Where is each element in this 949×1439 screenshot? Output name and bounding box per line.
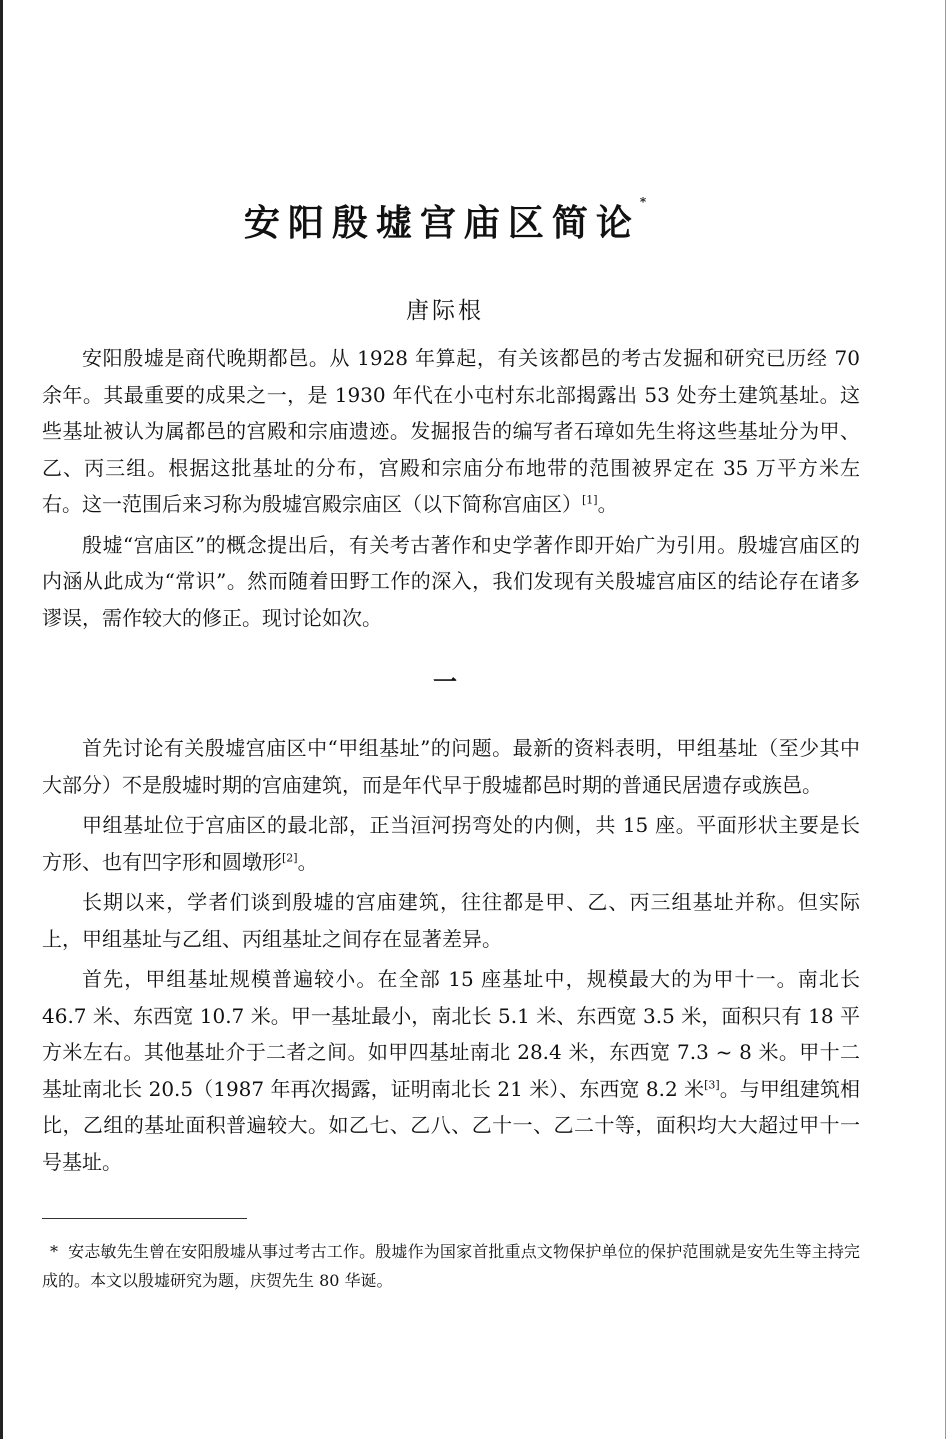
footnote-divider (42, 1218, 247, 1219)
paragraph-text: 首先讨论有关殷墟宫庙区中“甲组基址”的问题。最新的资料表明，甲组基址（至少其中大部分）不是殷墟时期的宫庙建筑，而是年代早于殷墟都邑时期的普通民居遗存或族邑。 (42, 736, 860, 797)
paragraph (42, 340, 860, 523)
section-number: 一 (433, 667, 457, 696)
footnote-mark: * (50, 1242, 58, 1261)
intro-section (42, 340, 860, 640)
section-1 (42, 730, 860, 1184)
footnote-text: 安志敏先生曾在安阳殷墟从事过考古工作。殷墟作为国家首批重点文物保护单位的保护范围就是安先生等主持完成的。本文以殷墟研究为题，庆贺先生 80 华诞。 (42, 1242, 860, 1290)
paragraph-text: 甲组基址位于宫庙区的最北部，正当洹河拐弯处的内侧，共 15 座。平面形状主要是长方形、也有凹字形和圆墩形 (42, 813, 860, 874)
paragraph-text-end: 。 (297, 849, 318, 874)
paragraph-text-end: 。 (597, 492, 618, 516)
title-text: 安阳殷墟宫庙区简论 (243, 202, 640, 244)
paragraph (42, 807, 860, 880)
paragraph (42, 961, 860, 1180)
paragraph-text: 殷墟“宫庙区”的概念提出后，有关考古著作和史学著作即开始广为引用。殷墟宫庙区的内涵从此成为“常识”。然而随着田野工作的深入，我们发现有关殷墟宫庙区的结论存在诸多谬误，需作较大的修正。现讨论如次。 (42, 532, 860, 630)
paragraph (42, 730, 860, 803)
paragraph (42, 527, 860, 637)
paragraph-text: 首先，甲组基址规模普遍较小。在全部 15 座基址中，规模最大的为甲十一。南北长 46.7 米、东西宽 10.7 米。甲一基址最小，南北长 5.1 米、东西宽 3.5 米，面积只有 18 平方米左右。其他基址介于二者之间。如甲四基址南北 28.4 米，东西宽 7.3 ~ 8 米。甲十二基址南北长 20.5（1987 年再次揭露，证明南北长 21 米）、东西宽 8.2 米 (42, 967, 860, 1101)
paragraph (42, 884, 860, 957)
article-title (0, 195, 890, 246)
citation-ref: [1] (582, 493, 598, 507)
page-right-edge (945, 0, 946, 1439)
citation-ref: [3] (704, 1077, 720, 1091)
citation-ref: [2] (282, 850, 298, 864)
paragraph-text: 长期以来，学者们谈到殷墟的宫庙建筑，往往都是甲、乙、丙三组基址并称。但实际上，甲组基址与乙组、丙组基址之间存在显著差异。 (42, 890, 860, 951)
title-footnote-mark: * (639, 195, 647, 209)
paragraph-text: 安阳殷墟是商代晚期都邑。从 1928 年算起，有关该都邑的考古发掘和研究已历经 70 余年。其最重要的成果之一，是 1930 年代在小屯村东北部揭露出 53 处夯土建筑基址。这些基址被认为属都邑的宫殿和宗庙遗迹。发掘报告的编写者石璋如先生将这些基址分为甲、乙、丙三组。根据这批基址的分布，宫殿和宗庙分布地带的范围被界定在 35 万平方米左右。这一范围后来习称为殷墟宫殿宗庙区（以下简称宫庙区） (42, 346, 860, 516)
footnote (42, 1237, 860, 1295)
author-name: 唐际根 (406, 298, 484, 324)
paragraph-text-end: 。与甲组建筑相比，乙组的基址面积普遍较大。如乙七、乙八、乙十一、乙二十等，面积均大大超过甲十一号基址。 (42, 1076, 860, 1174)
